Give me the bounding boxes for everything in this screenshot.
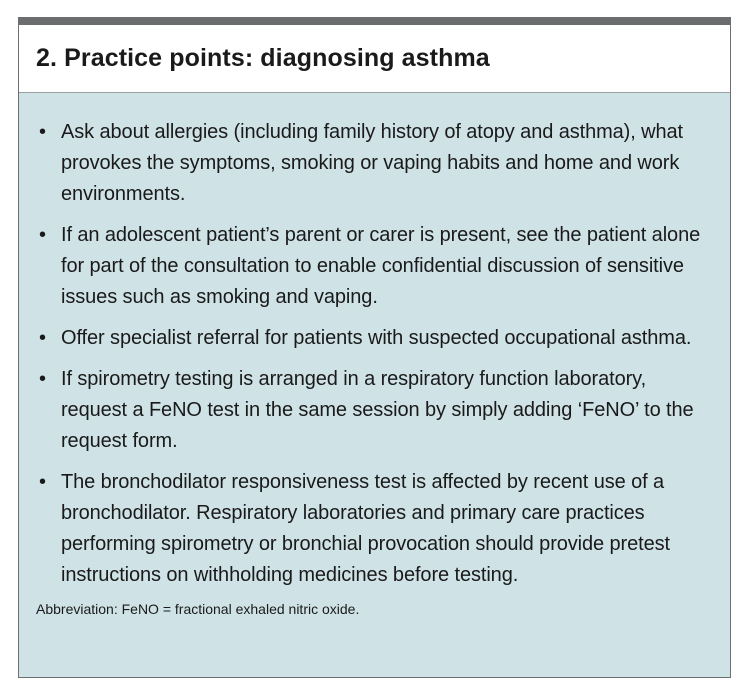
- abbreviation-footnote: Abbreviation: FeNO = fractional exhaled nitric oxide.: [36, 601, 360, 617]
- bullet-icon: •: [39, 224, 47, 246]
- point-text: Offer specialist referral for patients with suspected occupational asthma.: [61, 327, 692, 349]
- list-item: [36, 117, 716, 210]
- list-item: [36, 220, 716, 313]
- point-text: If spirometry testing is arranged in a respiratory function laboratory, request a FeNO test in the same session by simply adding ‘FeNO’ to the request form.: [61, 368, 694, 452]
- box-title: 2. Practice points: diagnosing asthma: [36, 44, 490, 72]
- bullet-icon: •: [39, 471, 47, 493]
- practice-points-box: [18, 17, 731, 678]
- box-header: [19, 25, 730, 93]
- point-text: If an adolescent patient’s parent or carer is present, see the patient alone for part of the consultation to enable confidential discussion of sensitive issues such as smoking and vaping.: [61, 224, 701, 308]
- bullet-icon: •: [39, 121, 47, 143]
- point-text: The bronchodilator responsiveness test is affected by recent use of a bronchodilator. Respiratory laboratories and primary care practices performing spirometry or bronchial provocation should provide pretest instructions on withholding medicines before testing.: [61, 471, 670, 586]
- list-item: [36, 323, 716, 354]
- practice-points-list: [36, 117, 716, 591]
- list-item: [36, 467, 716, 591]
- list-item: [36, 364, 716, 457]
- bullet-icon: •: [39, 368, 47, 390]
- bullet-icon: •: [39, 327, 47, 349]
- point-text: Ask about allergies (including family history of atopy and asthma), what provokes the symptoms, smoking or vaping habits and home and work environments.: [61, 121, 683, 205]
- box-content: [19, 93, 730, 617]
